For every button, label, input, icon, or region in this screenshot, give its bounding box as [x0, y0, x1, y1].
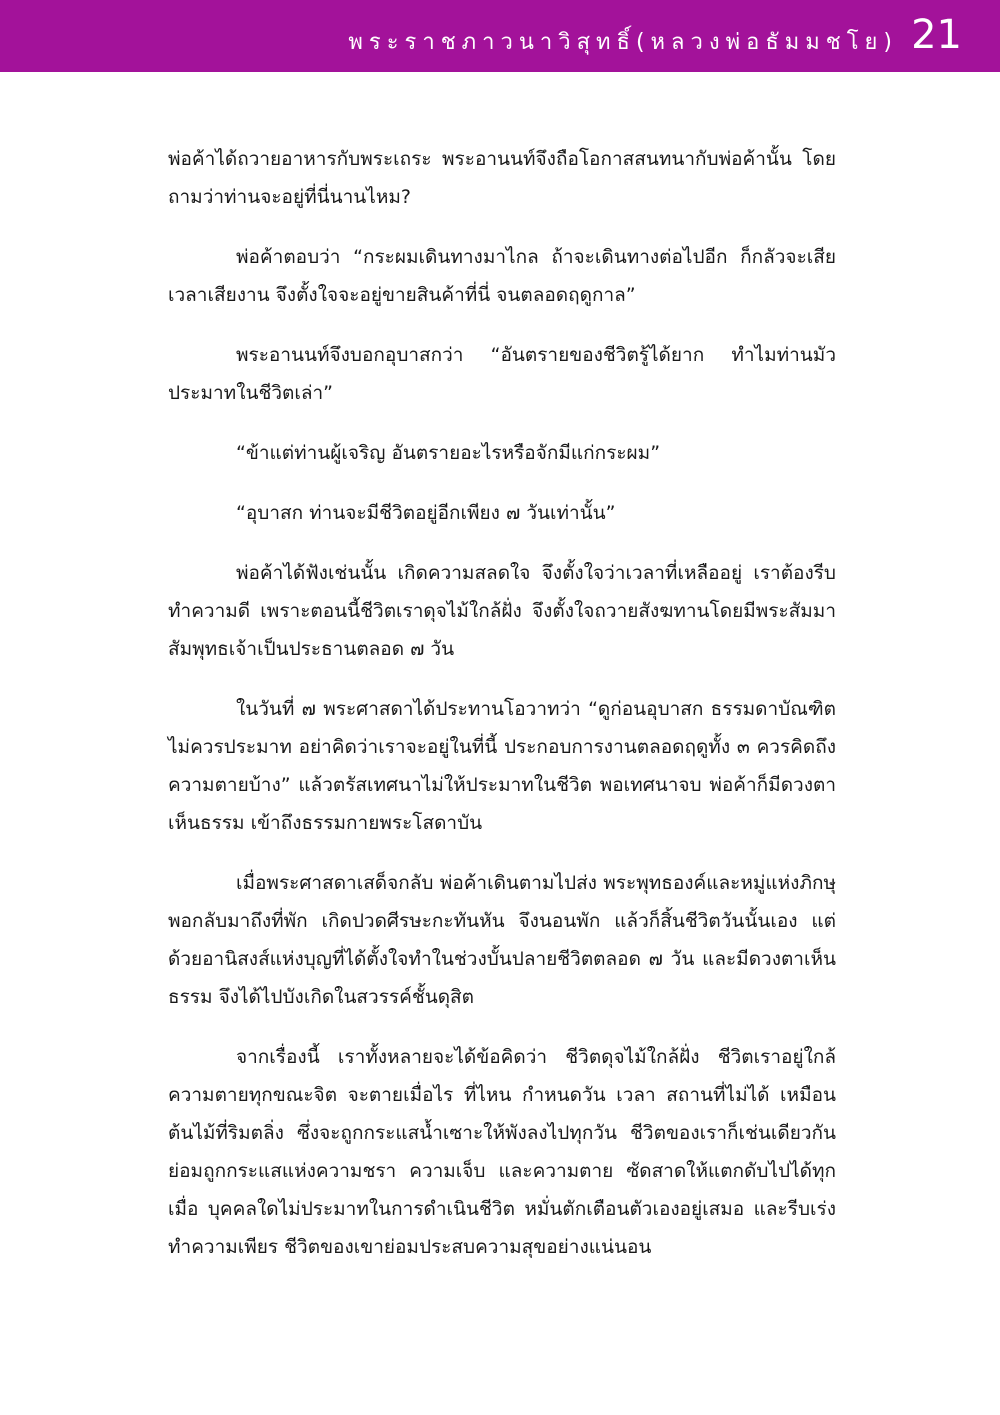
page-number: 21: [911, 12, 962, 58]
paragraph-3: พระอานนท์จึงบอกอุบาสกว่า “อันตรายของชีวิตรู้ได้ยาก ทำไมท่านมัวประมาทในชีวิตเล่า”: [168, 344, 836, 404]
paragraph-1: พ่อค้าได้ถวายอาหารกับพระเถระ พระอานนท์จึงถือโอกาสสนทนากับพ่อค้านั้น โดยถามว่าท่านจะอยู่ที่นี่นานไหม?: [168, 148, 836, 208]
paragraph-6: พ่อค้าได้ฟังเช่นนั้น เกิดความสลดใจ จึงตั้งใจว่าเวลาที่เหลืออยู่ เราต้องรีบทำความดี เพราะตอนนี้ชีวิตเราดุจไม้ใกล้ฝั่ง จึงตั้งใจถวายสังฆทานโดยมีพระสัมมาสัมพุทธเจ้าเป็นประธานตลอด ๗ วัน: [168, 562, 836, 660]
paragraph-9: จากเรื่องนี้ เราทั้งหลายจะได้ข้อคิดว่า ชีวิตดุจไม้ใกล้ฝั่ง ชีวิตเราอยู่ใกล้ความตายทุกขณะจิต จะตายเมื่อไร ที่ไหน กำหนดวัน เวลา สถานที่ไม่ได้ เหมือนต้นไม้ที่ริมตลิ่ง ซึ่งจะถูกกระแสน้ำเซาะให้พังลงไปทุกวัน ชีวิตของเราก็เช่นเดียวกัน ย่อมถูกกระแสแห่งความชรา ความเจ็บ และความตาย ซัดสาดให้แตกดับไปได้ทุกเมื่อ บุคคลใดไม่ประมาทในการดำเนินชีวิต หมั่นตักเตือนตัวเองอยู่เสมอ และรีบเร่งทำความเพียร ชีวิตของเขาย่อมประสบความสุขอย่างแน่นอน: [168, 1046, 836, 1258]
paragraph-2: พ่อค้าตอบว่า “กระผมเดินทางมาไกล ถ้าจะเดินทางต่อไปอีก ก็กลัวจะเสียเวลาเสียงาน จึงตั้งใจจะอยู่ขายสินค้าที่นี่ จนตลอดฤดูกาล”: [168, 246, 836, 306]
running-header-title: พระราชภาวนาวิสุทธิ์(หลวงพ่อธัมมชโย): [348, 30, 898, 55]
page-body: [168, 140, 836, 1288]
paragraph-5: “อุบาสก ท่านจะมีชีวิตอยู่อีกเพียง ๗ วันเท่านั้น”: [236, 502, 616, 524]
paragraph-8: เมื่อพระศาสดาเสด็จกลับ พ่อค้าเดินตามไปส่ง พระพุทธองค์และหมู่แห่งภิกษุ พอกลับมาถึงที่พัก เกิดปวดศีรษะกะทันหัน จึงนอนพัก แล้วก็สิ้นชีวิตวันนั้นเอง แต่ด้วยอานิสงส์แห่งบุญที่ได้ตั้งใจทำในช่วงบั้นปลายชีวิตตลอด ๗ วัน และมีดวงตาเห็นธรรม จึงได้ไปบังเกิดในสวรรค์ชั้นดุสิต: [168, 872, 836, 1008]
paragraph-4: “ข้าแต่ท่านผู้เจริญ อันตรายอะไรหรือจักมีแก่กระผม”: [236, 442, 661, 464]
paragraph-7: ในวันที่ ๗ พระศาสดาได้ประทานโอวาทว่า “ดูก่อนอุบาสก ธรรมดาบัณฑิตไม่ควรประมาท อย่าคิดว่าเราจะอยู่ในที่นี้ ประกอบการงานตลอดฤดูทั้ง ๓ ควรคิดถึงความตายบ้าง” แล้วตรัสเทศนาไม่ให้ประมาทในชีวิต พอเทศนาจบ พ่อค้าก็มีดวงตาเห็นธรรม เข้าถึงธรรมกายพระโสดาบัน: [168, 698, 836, 834]
header-bar: [0, 0, 1000, 72]
